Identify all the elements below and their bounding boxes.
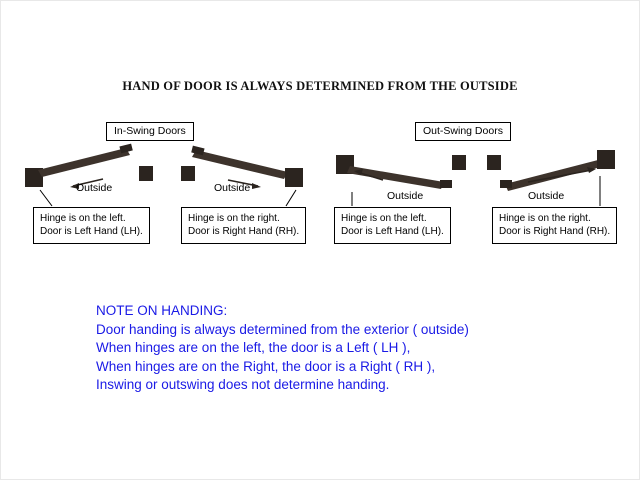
door-leaf-end-1 xyxy=(119,144,132,154)
door-leaf-end-4 xyxy=(500,180,512,188)
callout-box-4 xyxy=(492,207,617,244)
callout-line-1: Hinge is on the right. xyxy=(499,213,591,224)
callout-line-2: Door is Right Hand (RH). xyxy=(499,226,611,237)
callout-line-1: Hinge is on the right. xyxy=(188,213,280,224)
strike-jamb-block-4 xyxy=(487,155,501,170)
door-leaf-4 xyxy=(505,160,601,191)
note-heading: NOTE ON HANDING: xyxy=(96,303,228,318)
callout-line-1: Hinge is on the left. xyxy=(341,213,427,224)
note-line-4: Inswing or outswing does not determine handing. xyxy=(96,377,390,392)
outside-label-4: Outside xyxy=(528,190,565,202)
outside-label-2: Outside xyxy=(214,182,251,194)
callout-line-2: Door is Right Hand (RH). xyxy=(188,226,300,237)
callout-leader-2 xyxy=(286,190,296,206)
callout-box-2 xyxy=(181,207,306,244)
callout-leader-1 xyxy=(40,190,52,206)
group-label-in-swing: In-Swing Doors xyxy=(106,122,194,141)
door-leaf-end-3 xyxy=(440,180,452,188)
callout-box-1 xyxy=(33,207,150,244)
hinge-jamb-block-2 xyxy=(285,168,303,187)
strike-jamb-block-3 xyxy=(452,155,466,170)
strike-jamb-block-1 xyxy=(139,166,153,181)
outside-arrowhead-2 xyxy=(252,183,261,189)
door-leaf-1 xyxy=(38,148,130,177)
callout-line-2: Door is Left Hand (LH). xyxy=(40,226,143,237)
outside-label-1: Outside xyxy=(76,182,113,194)
hinge-jamb-block-4 xyxy=(597,150,615,169)
door-leaf-2 xyxy=(192,150,288,179)
page-title: HAND OF DOOR IS ALWAYS DETERMINED FROM THE OUTSIDE xyxy=(122,79,518,93)
note-line-2: When hinges are on the left, the door is a Left ( LH ), xyxy=(96,340,411,355)
note-line-1: Door handing is always determined from the exterior ( outside) xyxy=(96,321,469,337)
group-label-out-swing: Out-Swing Doors xyxy=(415,122,511,141)
strike-jamb-block-2 xyxy=(181,166,195,181)
handing-note xyxy=(96,302,469,395)
note-line-3: When hinges are on the Right, the door is a Right ( RH ), xyxy=(96,358,436,374)
callout-line-2: Door is Left Hand (LH). xyxy=(341,226,444,237)
door-leaf-end-2 xyxy=(191,146,204,156)
outside-label-3: Outside xyxy=(387,190,424,202)
callout-box-3 xyxy=(334,207,451,244)
callout-line-1: Hinge is on the left. xyxy=(40,213,126,224)
